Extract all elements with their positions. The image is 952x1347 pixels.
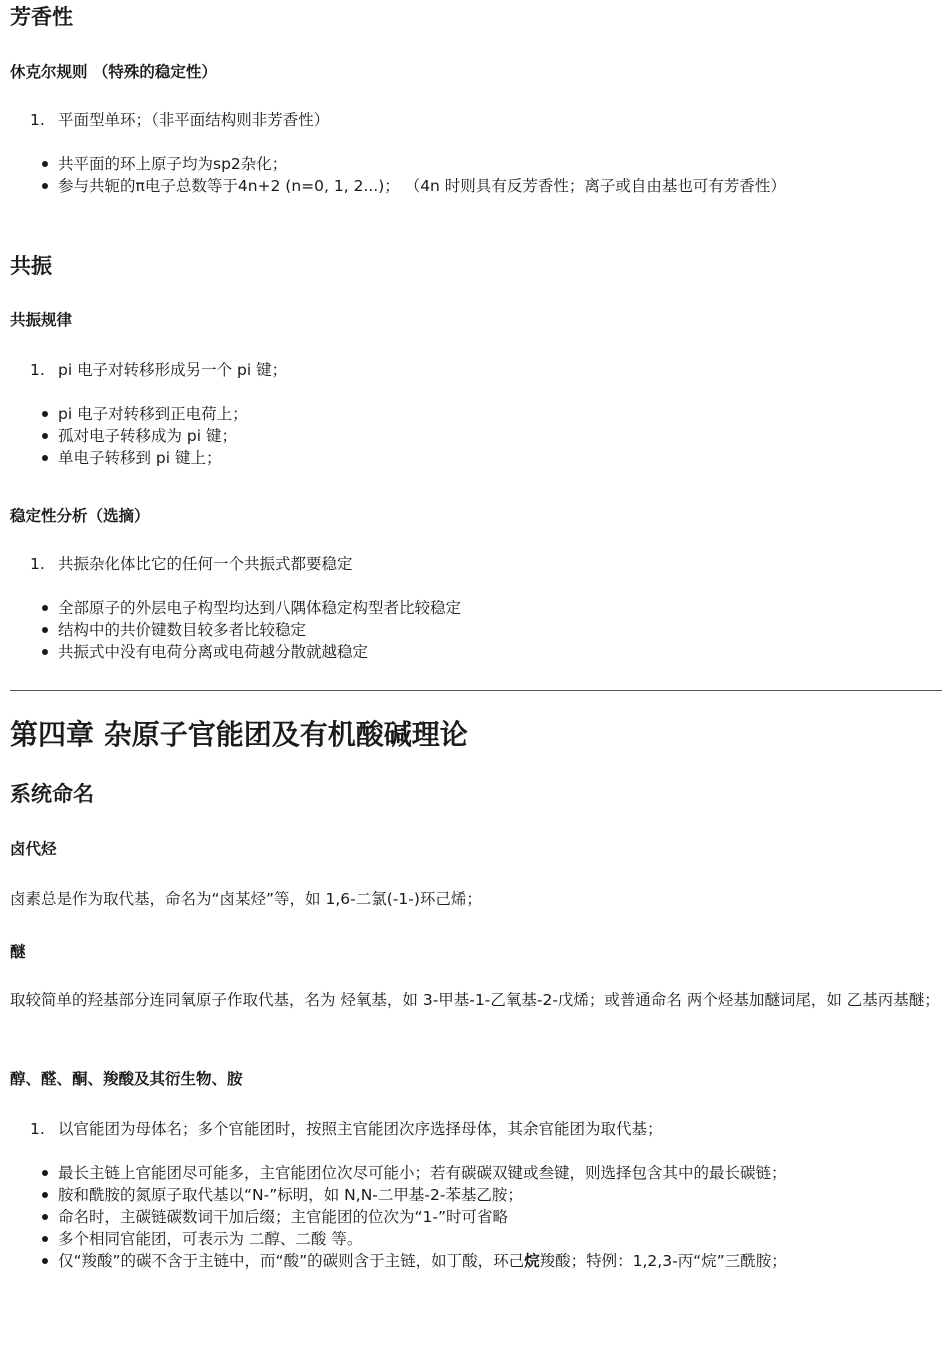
chapter-title: 第四章 杂原子官能团及有机酸碱理论 — [10, 718, 468, 751]
list-text: 仅“羧酸”的碳不含于主链中，而“酸”的碳则含于主链，如丁酸，环己 — [58, 1252, 525, 1270]
list-item: 共平面的环上原子均为sp2杂化； — [40, 153, 932, 175]
list-item: pi 电子对转移到正电荷上； — [40, 403, 932, 425]
list-number: 1. — [30, 555, 45, 573]
list-item: 胺和酰胺的氮原子取代基以“N-”标明，如 N,N-二甲基-2-苯基乙胺； — [40, 1184, 932, 1206]
list-item: 结构中的共价键数目较多者比较稳定 — [40, 619, 932, 641]
bold-text: 烷 — [524, 1252, 540, 1270]
list-text: 平面型单环；（非平面结构则非芳香性） — [58, 111, 330, 129]
bullet-list-stability — [40, 597, 932, 663]
subsection-title-ether: 醚 — [10, 943, 26, 961]
list-item: 单电子转移到 pi 键上； — [40, 447, 932, 469]
subsection-title-haloalkane: 卤代烃 — [10, 840, 57, 858]
list-number: 1. — [30, 361, 45, 379]
ordered-list-item — [30, 1118, 663, 1140]
subsection-title-huckel: 休克尔规则 （特殊的稳定性） — [10, 63, 217, 81]
list-text: 共振杂化体比它的任何一个共振式都要稳定 — [58, 555, 353, 573]
bullet-list-naming — [40, 1162, 932, 1272]
list-text: 以官能团为母体名；多个官能团时，按照主官能团次序选择母体，其余官能团为取代基； — [58, 1120, 663, 1138]
ordered-list-item — [30, 359, 287, 381]
section-title-aromatic: 芳香性 — [10, 5, 73, 29]
list-item: 命名时，主碳链碳数词干加后缀；主官能团的位次为“1-”时可省略 — [40, 1206, 932, 1228]
horizontal-rule — [10, 690, 942, 691]
bullet-list-resonance — [40, 403, 932, 469]
list-number: 1. — [30, 1120, 45, 1138]
list-item: 全部原子的外层电子构型均达到八隅体稳定构型者比较稳定 — [40, 597, 932, 619]
list-text: pi 电子对转移形成另一个 pi 键； — [58, 361, 288, 379]
subsection-title-stability: 稳定性分析（选摘） — [10, 507, 150, 525]
list-item: 最长主链上官能团尽可能多，主官能团位次尽可能小；若有碳碳双键或叁键，则选择包含其中的最长碳链； — [40, 1162, 932, 1184]
list-item: 参与共轭的π电子总数等于4n+2 (n=0, 1, 2...)； （4n 时则具有反芳香性；离子或自由基也可有芳香性） — [40, 175, 932, 197]
bullet-list-aromatic — [40, 153, 932, 197]
subsection-title-alcohols: 醇、醛、酮、羧酸及其衍生物、胺 — [10, 1070, 243, 1088]
list-item: 多个相同官能团，可表示为 二醇、二酸 等。 — [40, 1228, 932, 1250]
section-title-resonance: 共振 — [10, 254, 52, 278]
ordered-list-item — [30, 109, 329, 131]
list-item: 孤对电子转移成为 pi 键； — [40, 425, 932, 447]
list-item: 共振式中没有电荷分离或电荷越分散就越稳定 — [40, 641, 932, 663]
list-number: 1. — [30, 111, 45, 129]
list-item — [40, 1250, 932, 1272]
paragraph-ether: 取较简单的羟基部分连同氧原子作取代基，名为 烃氧基，如 3-甲基-1-乙氧基-2-戊烯；或普通命名 两个烃基加醚词尾，如 乙基丙基醚； — [10, 991, 940, 1009]
paragraph-haloalkane: 卤素总是作为取代基，命名为“卤某烃”等，如 1,6-二氯(-1-)环己烯； — [10, 890, 482, 908]
ordered-list-item — [30, 553, 353, 575]
section-title-naming: 系统命名 — [10, 782, 94, 806]
list-text: 羧酸；特例：1,2,3-丙“烷”三酰胺； — [539, 1252, 787, 1270]
subsection-title-rules: 共振规律 — [10, 311, 73, 329]
